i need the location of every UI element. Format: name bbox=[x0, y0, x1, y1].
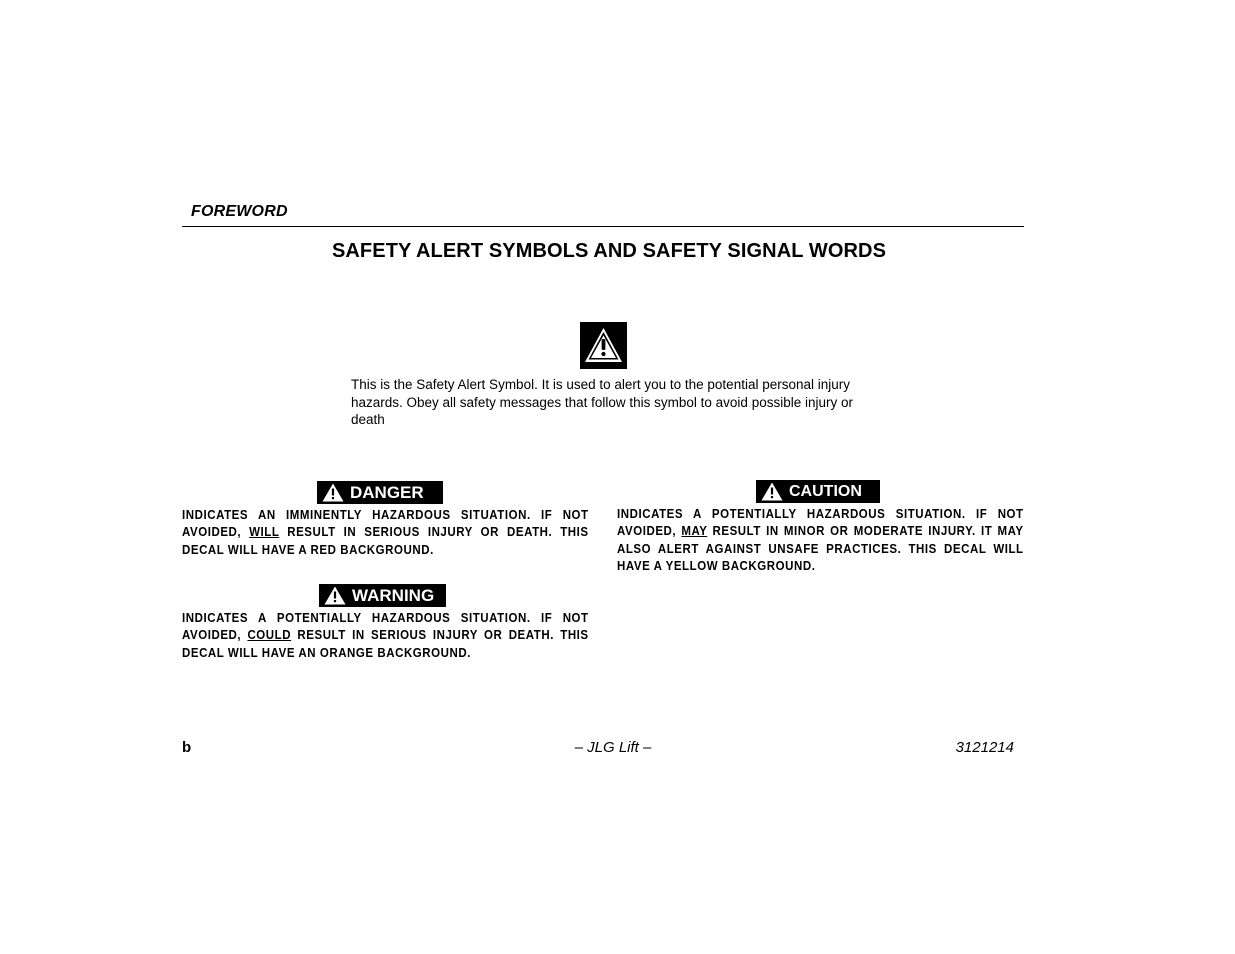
footer-doc-number: 3121214 bbox=[955, 739, 1014, 756]
safety-alert-description: This is the Safety Alert Symbol. It is used to alert you to the potential personal injury hazards. Obey all safety messages that follow this symbol to avoid possible injury or death bbox=[351, 377, 853, 427]
footer-title: – JLG Lift – bbox=[574, 739, 652, 756]
danger-block bbox=[182, 481, 589, 559]
safety-alert-symbol bbox=[580, 322, 627, 369]
warning-triangle-icon bbox=[322, 483, 344, 502]
page-title: SAFETY ALERT SYMBOLS AND SAFETY SIGNAL WORDS bbox=[331, 240, 887, 262]
caution-label bbox=[756, 480, 880, 503]
warning-label-text: WARNING bbox=[352, 585, 435, 605]
danger-label bbox=[317, 481, 443, 504]
warning-triangle-icon bbox=[580, 322, 627, 369]
danger-desc-part: RESULT IN SERIOUS INJURY OR DEATH. THIS DECAL WILL HAVE A RED BACKGROUND. bbox=[182, 525, 589, 557]
caution-description bbox=[617, 506, 1024, 575]
danger-desc-part: INDICATES AN IMMINENTLY HAZARDOUS SITUATION. IF NOT AVOIDED, bbox=[182, 508, 589, 540]
warning-label bbox=[319, 584, 446, 607]
warning-triangle-icon bbox=[324, 586, 346, 605]
warning-description bbox=[182, 610, 589, 662]
warning-desc-part: INDICATES A POTENTIALLY HAZARDOUS SITUATION. IF NOT AVOIDED, bbox=[182, 611, 589, 643]
caution-block bbox=[617, 480, 1024, 575]
warning-desc-part: RESULT IN SERIOUS INJURY OR DEATH. THIS DECAL WILL HAVE AN ORANGE BACKGROUND. bbox=[182, 628, 589, 660]
section-label: FOREWORD bbox=[191, 203, 288, 220]
caution-desc-emphasis: MAY bbox=[681, 524, 708, 539]
warning-block bbox=[182, 584, 589, 662]
danger-description bbox=[182, 507, 589, 559]
footer-page-number: b bbox=[182, 739, 192, 756]
warning-triangle-icon bbox=[761, 482, 783, 501]
warning-desc-emphasis: COULD bbox=[247, 628, 292, 643]
danger-desc-emphasis: WILL bbox=[249, 525, 280, 540]
caution-desc-part: RESULT IN MINOR OR MODERATE INJURY. IT MAY ALSO ALERT AGAINST UNSAFE PRACTICES. THIS DECAL WILL HAVE A YELLOW BACKGROUND. bbox=[617, 524, 1024, 573]
header-rule bbox=[182, 226, 1024, 227]
danger-label-text: DANGER bbox=[350, 482, 424, 502]
caution-desc-part: INDICATES A POTENTIALLY HAZARDOUS SITUATION. IF NOT AVOIDED, bbox=[617, 507, 1024, 539]
caution-label-text: CAUTION bbox=[789, 482, 862, 500]
